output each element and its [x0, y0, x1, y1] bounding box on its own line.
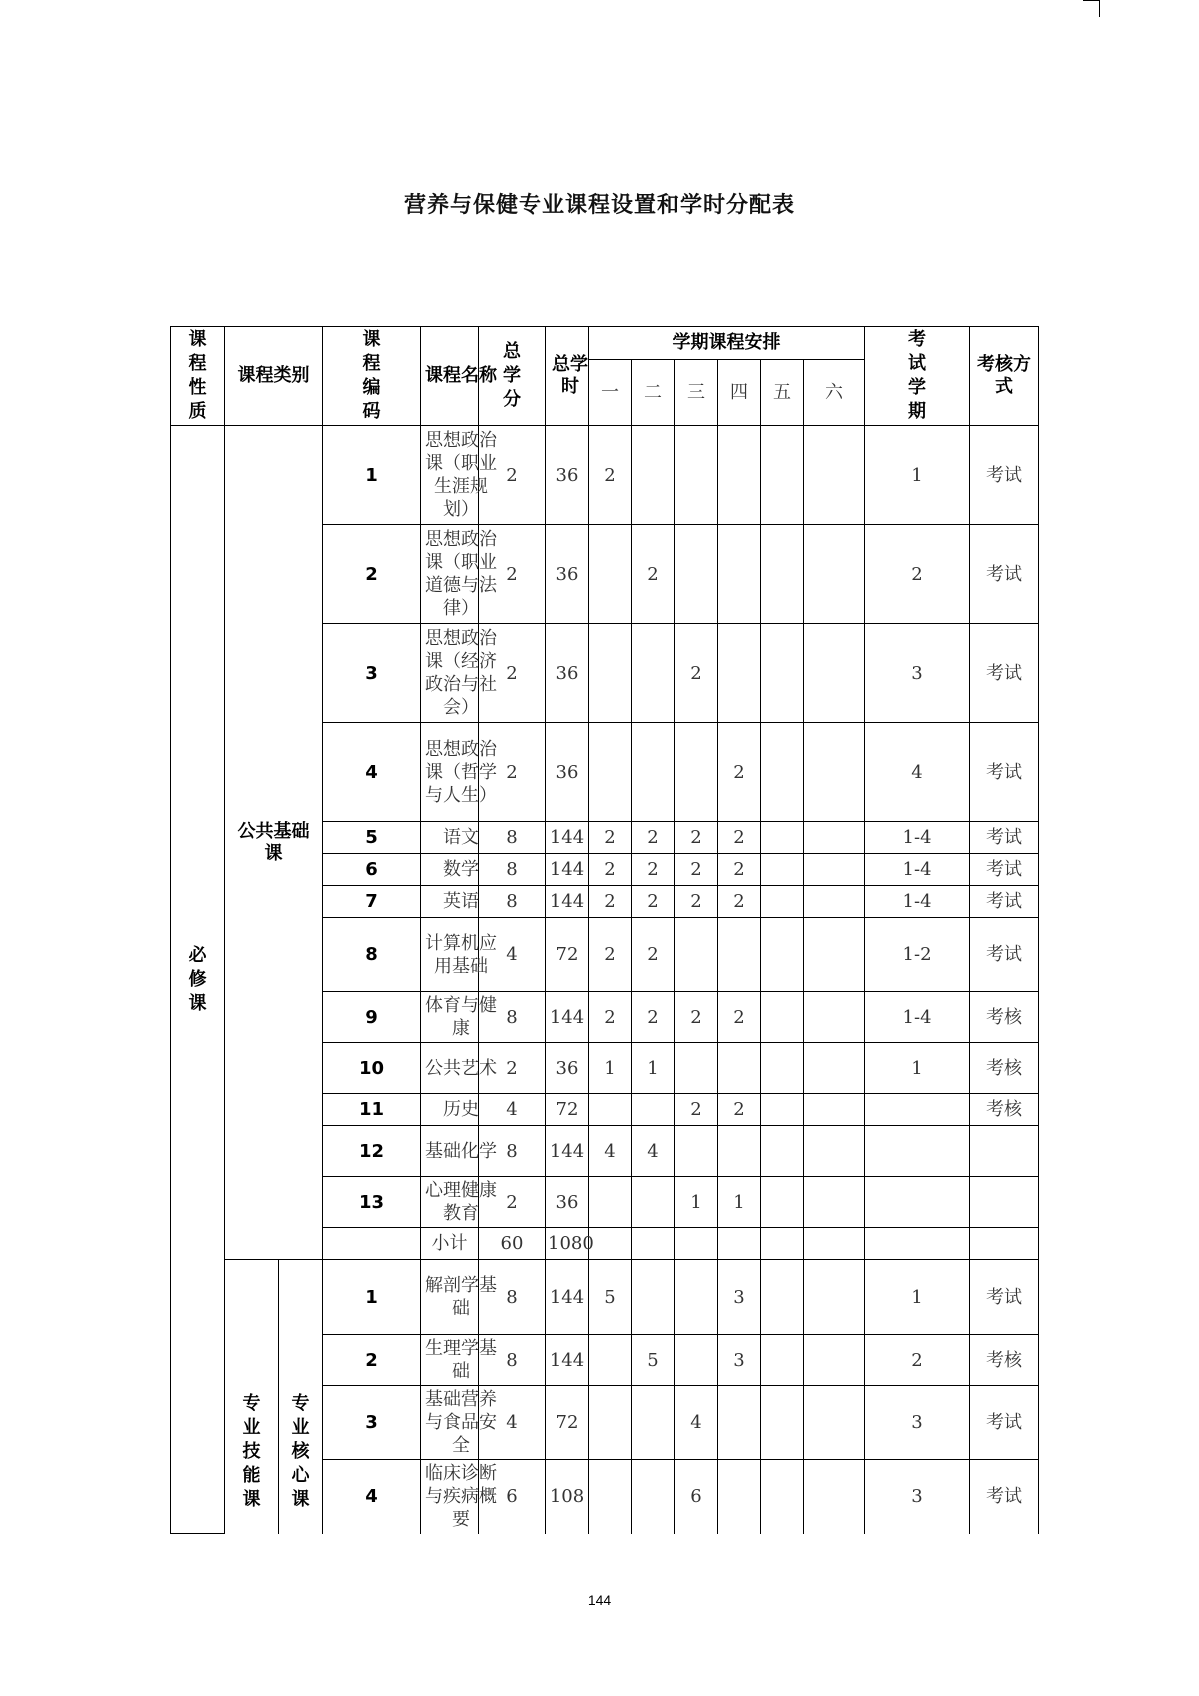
semester-6-hours — [804, 1386, 865, 1460]
course-code: 7 — [323, 886, 421, 918]
semester-5-hours — [761, 1260, 804, 1335]
header-code: 课程编码 — [323, 327, 421, 426]
semester-6-hours — [804, 918, 865, 992]
semester-3-hours — [675, 1126, 718, 1177]
semester-3-hours: 2 — [675, 1094, 718, 1126]
exam-term: 2 — [865, 525, 970, 624]
crop-mark — [1083, 0, 1100, 17]
semester-5-hours — [761, 525, 804, 624]
assessment-method: 考试 — [970, 1260, 1039, 1335]
course-credits: 2 — [479, 1043, 546, 1094]
semester-5-hours — [761, 1043, 804, 1094]
semester-1-hours: 2 — [589, 886, 632, 918]
semester-2-hours: 2 — [632, 854, 675, 886]
subtotal-code — [323, 1228, 421, 1260]
course-hours: 144 — [546, 1260, 589, 1335]
semester-6-hours — [804, 886, 865, 918]
semester-6-hours — [804, 1460, 865, 1534]
header-semester-5: 五 — [761, 360, 804, 426]
subtotal-hours: 1080 — [546, 1228, 589, 1260]
course-hours: 144 — [546, 1126, 589, 1177]
semester-5-hours — [761, 1386, 804, 1460]
semester-1-hours: 2 — [589, 918, 632, 992]
header-hours: 总学时 — [546, 327, 589, 426]
semester-4-hours — [718, 1126, 761, 1177]
semester-5-hours — [761, 822, 804, 854]
course-code: 8 — [323, 918, 421, 992]
semester-6-hours — [804, 1126, 865, 1177]
course-hours: 144 — [546, 886, 589, 918]
semester-4-hours: 3 — [718, 1335, 761, 1386]
course-code: 9 — [323, 992, 421, 1043]
course-hours: 36 — [546, 1177, 589, 1228]
semester-4-hours: 2 — [718, 723, 761, 822]
semester-6-hours — [804, 854, 865, 886]
course-code: 3 — [323, 1386, 421, 1460]
semester-1-hours — [589, 723, 632, 822]
course-credits: 2 — [479, 624, 546, 723]
exam-term: 1-4 — [865, 854, 970, 886]
course-name: 思想政治课（职业道德与法律） — [421, 525, 479, 624]
assessment-method — [970, 1177, 1039, 1228]
course-name: 思想政治课（职业生涯规划） — [421, 426, 479, 525]
course-code: 5 — [323, 822, 421, 854]
semester-4-hours: 2 — [718, 1094, 761, 1126]
course-name: 公共艺术 — [421, 1043, 479, 1094]
course-credits: 8 — [479, 1260, 546, 1335]
subtotal-semester-5 — [761, 1228, 804, 1260]
course-credits: 4 — [479, 918, 546, 992]
table-row — [171, 1260, 1039, 1335]
course-hours: 36 — [546, 1043, 589, 1094]
exam-term: 3 — [865, 1460, 970, 1534]
semester-3-hours — [675, 1335, 718, 1386]
exam-term: 1-4 — [865, 822, 970, 854]
course-hours: 36 — [546, 723, 589, 822]
category-professional: 专业技能课 — [225, 1260, 279, 1534]
assessment-method: 考核 — [970, 1094, 1039, 1126]
semester-4-hours — [718, 624, 761, 723]
course-hours: 72 — [546, 1386, 589, 1460]
semester-2-hours: 2 — [632, 918, 675, 992]
course-name: 基础营养与食品安全 — [421, 1386, 479, 1460]
exam-term — [865, 1126, 970, 1177]
subtotal-semester-1 — [589, 1228, 632, 1260]
semester-6-hours — [804, 525, 865, 624]
semester-5-hours — [761, 426, 804, 525]
header-nature: 课程性质 — [171, 327, 225, 426]
course-credits: 8 — [479, 1335, 546, 1386]
course-credits: 8 — [479, 1126, 546, 1177]
semester-3-hours: 1 — [675, 1177, 718, 1228]
header-semester-3: 三 — [675, 360, 718, 426]
semester-3-hours: 6 — [675, 1460, 718, 1534]
semester-5-hours — [761, 992, 804, 1043]
semester-2-hours — [632, 1094, 675, 1126]
course-credits: 2 — [479, 1177, 546, 1228]
header-category: 课程类别 — [225, 327, 323, 426]
semester-2-hours — [632, 624, 675, 723]
semester-5-hours — [761, 723, 804, 822]
semester-2-hours: 2 — [632, 822, 675, 854]
course-code: 6 — [323, 854, 421, 886]
exam-term: 1 — [865, 1043, 970, 1094]
header-credits: 总学分 — [479, 327, 546, 426]
course-hours: 36 — [546, 426, 589, 525]
course-code: 1 — [323, 1260, 421, 1335]
exam-term: 1-4 — [865, 886, 970, 918]
semester-3-hours — [675, 525, 718, 624]
course-code: 4 — [323, 1460, 421, 1534]
category-public: 公共基础课 — [225, 426, 323, 1260]
semester-4-hours: 2 — [718, 992, 761, 1043]
semester-2-hours: 1 — [632, 1043, 675, 1094]
header-semester-2: 二 — [632, 360, 675, 426]
semester-2-hours — [632, 723, 675, 822]
course-name: 解剖学基础 — [421, 1260, 479, 1335]
semester-3-hours — [675, 723, 718, 822]
course-name: 英语 — [421, 886, 479, 918]
header-semester-group: 学期课程安排 — [589, 327, 865, 360]
semester-6-hours — [804, 723, 865, 822]
course-hours: 144 — [546, 992, 589, 1043]
semester-1-hours — [589, 1386, 632, 1460]
course-credits: 8 — [479, 886, 546, 918]
semester-6-hours — [804, 1260, 865, 1335]
semester-4-hours — [718, 1043, 761, 1094]
nature-required: 必修课 — [171, 426, 225, 1534]
semester-2-hours — [632, 426, 675, 525]
semester-6-hours — [804, 1335, 865, 1386]
semester-2-hours — [632, 1260, 675, 1335]
course-code: 10 — [323, 1043, 421, 1094]
assessment-method: 考试 — [970, 525, 1039, 624]
semester-1-hours: 2 — [589, 822, 632, 854]
header-assessment: 考核方式 — [970, 327, 1039, 426]
semester-2-hours: 5 — [632, 1335, 675, 1386]
course-credits: 8 — [479, 822, 546, 854]
assessment-method: 考试 — [970, 854, 1039, 886]
subtotal-semester-6 — [804, 1228, 865, 1260]
subtotal-exam — [865, 1228, 970, 1260]
semester-5-hours — [761, 854, 804, 886]
semester-2-hours: 2 — [632, 992, 675, 1043]
subtotal-semester-4 — [718, 1228, 761, 1260]
exam-term — [865, 1094, 970, 1126]
course-name: 思想政治课（哲学与人生） — [421, 723, 479, 822]
semester-4-hours — [718, 1460, 761, 1534]
subtotal-credits: 60 — [479, 1228, 546, 1260]
semester-1-hours — [589, 1177, 632, 1228]
subtotal-label: 小计 — [421, 1228, 479, 1260]
course-name: 心理健康教育 — [421, 1177, 479, 1228]
course-hours: 36 — [546, 525, 589, 624]
course-credits: 4 — [479, 1386, 546, 1460]
semester-3-hours: 2 — [675, 992, 718, 1043]
semester-1-hours: 2 — [589, 426, 632, 525]
semester-4-hours: 1 — [718, 1177, 761, 1228]
course-code: 11 — [323, 1094, 421, 1126]
assessment-method: 考核 — [970, 1335, 1039, 1386]
course-code: 2 — [323, 1335, 421, 1386]
semester-5-hours — [761, 1126, 804, 1177]
semester-4-hours — [718, 1386, 761, 1460]
course-code: 3 — [323, 624, 421, 723]
semester-4-hours: 2 — [718, 854, 761, 886]
semester-6-hours — [804, 426, 865, 525]
semester-1-hours — [589, 1460, 632, 1534]
semester-1-hours: 2 — [589, 992, 632, 1043]
exam-term: 3 — [865, 624, 970, 723]
assessment-method: 考试 — [970, 1386, 1039, 1460]
semester-3-hours — [675, 1260, 718, 1335]
course-code: 12 — [323, 1126, 421, 1177]
assessment-method: 考试 — [970, 723, 1039, 822]
course-name: 数学 — [421, 854, 479, 886]
semester-1-hours — [589, 1335, 632, 1386]
assessment-method: 考试 — [970, 822, 1039, 854]
subtotal-semester-3 — [675, 1228, 718, 1260]
assessment-method: 考试 — [970, 426, 1039, 525]
semester-6-hours — [804, 1177, 865, 1228]
assessment-method: 考试 — [970, 1460, 1039, 1534]
header-name: 课程名称 — [421, 327, 479, 426]
semester-2-hours — [632, 1386, 675, 1460]
course-name: 生理学基础 — [421, 1335, 479, 1386]
course-hours: 72 — [546, 1094, 589, 1126]
semester-1-hours: 1 — [589, 1043, 632, 1094]
course-code: 1 — [323, 426, 421, 525]
course-name: 体育与健康 — [421, 992, 479, 1043]
semester-4-hours — [718, 525, 761, 624]
course-code: 4 — [323, 723, 421, 822]
semester-5-hours — [761, 918, 804, 992]
semester-5-hours — [761, 1460, 804, 1534]
exam-term: 4 — [865, 723, 970, 822]
course-credits: 2 — [479, 723, 546, 822]
semester-4-hours — [718, 426, 761, 525]
category-core: 专业核心课 — [279, 1260, 323, 1534]
course-name: 基础化学 — [421, 1126, 479, 1177]
course-credits: 2 — [479, 525, 546, 624]
course-credits: 6 — [479, 1460, 546, 1534]
course-name: 历史 — [421, 1094, 479, 1126]
course-code: 2 — [323, 525, 421, 624]
semester-2-hours: 4 — [632, 1126, 675, 1177]
course-name: 计算机应用基础 — [421, 918, 479, 992]
semester-3-hours: 2 — [675, 624, 718, 723]
course-credits: 8 — [479, 992, 546, 1043]
course-credits: 4 — [479, 1094, 546, 1126]
course-code: 13 — [323, 1177, 421, 1228]
semester-3-hours — [675, 1043, 718, 1094]
subtotal-method — [970, 1228, 1039, 1260]
semester-1-hours: 4 — [589, 1126, 632, 1177]
exam-term — [865, 1177, 970, 1228]
course-hours: 72 — [546, 918, 589, 992]
semester-2-hours: 2 — [632, 886, 675, 918]
assessment-method — [970, 1126, 1039, 1177]
table-row — [171, 426, 1039, 525]
assessment-method: 考试 — [970, 886, 1039, 918]
semester-3-hours: 2 — [675, 822, 718, 854]
semester-4-hours: 3 — [718, 1260, 761, 1335]
assessment-method: 考核 — [970, 992, 1039, 1043]
course-hours: 36 — [546, 624, 589, 723]
semester-5-hours — [761, 1335, 804, 1386]
exam-term: 1-4 — [865, 992, 970, 1043]
course-hours: 144 — [546, 1335, 589, 1386]
header-semester-6: 六 — [804, 360, 865, 426]
semester-3-hours — [675, 918, 718, 992]
course-hours: 144 — [546, 854, 589, 886]
course-name: 思想政治课（经济政治与社会） — [421, 624, 479, 723]
semester-1-hours — [589, 1094, 632, 1126]
semester-1-hours — [589, 624, 632, 723]
semester-6-hours — [804, 992, 865, 1043]
assessment-method: 考试 — [970, 624, 1039, 723]
course-credits: 8 — [479, 854, 546, 886]
semester-4-hours — [718, 918, 761, 992]
header-semester-1: 一 — [589, 360, 632, 426]
semester-5-hours — [761, 1094, 804, 1126]
semester-3-hours: 2 — [675, 854, 718, 886]
semester-5-hours — [761, 886, 804, 918]
semester-3-hours — [675, 426, 718, 525]
semester-5-hours — [761, 1177, 804, 1228]
semester-3-hours: 4 — [675, 1386, 718, 1460]
header-semester-4: 四 — [718, 360, 761, 426]
exam-term: 3 — [865, 1386, 970, 1460]
header-exam-term: 考试学期 — [865, 327, 970, 426]
semester-5-hours — [761, 624, 804, 723]
exam-term: 1-2 — [865, 918, 970, 992]
assessment-method: 考核 — [970, 1043, 1039, 1094]
semester-3-hours: 2 — [675, 886, 718, 918]
semester-2-hours — [632, 1460, 675, 1534]
page-number: 144 — [587, 1592, 612, 1608]
course-hours: 108 — [546, 1460, 589, 1534]
exam-term: 1 — [865, 1260, 970, 1335]
course-name: 临床诊断与疾病概要 — [421, 1460, 479, 1534]
semester-4-hours: 2 — [718, 822, 761, 854]
semester-6-hours — [804, 822, 865, 854]
assessment-method: 考试 — [970, 918, 1039, 992]
semester-2-hours — [632, 1177, 675, 1228]
curriculum-table — [170, 326, 1039, 1534]
semester-6-hours — [804, 1043, 865, 1094]
header-row — [171, 327, 1039, 360]
semester-6-hours — [804, 624, 865, 723]
semester-1-hours: 5 — [589, 1260, 632, 1335]
semester-1-hours — [589, 525, 632, 624]
semester-1-hours: 2 — [589, 854, 632, 886]
exam-term: 2 — [865, 1335, 970, 1386]
course-credits: 2 — [479, 426, 546, 525]
semester-2-hours: 2 — [632, 525, 675, 624]
subtotal-semester-2 — [632, 1228, 675, 1260]
exam-term: 1 — [865, 426, 970, 525]
course-hours: 144 — [546, 822, 589, 854]
course-name: 语文 — [421, 822, 479, 854]
page-title: 营养与保健专业课程设置和学时分配表 — [403, 193, 795, 218]
semester-6-hours — [804, 1094, 865, 1126]
semester-4-hours: 2 — [718, 886, 761, 918]
